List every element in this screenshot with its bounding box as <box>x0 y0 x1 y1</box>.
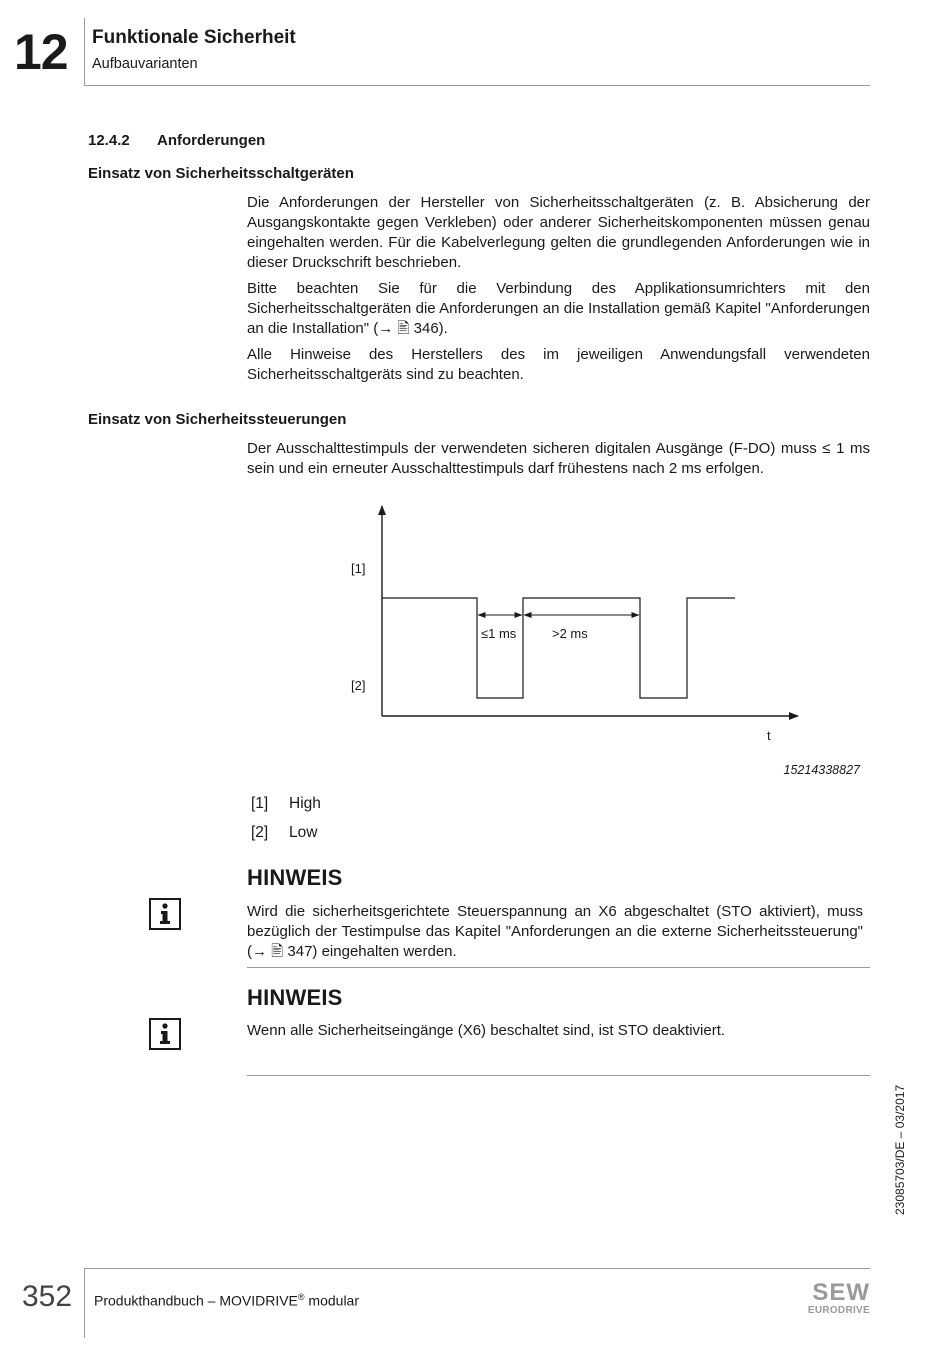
pulse-width-label: ≤1 ms <box>481 626 517 641</box>
header-divider-vertical <box>84 18 85 86</box>
signal-trace <box>382 598 735 698</box>
section-title: Anforderungen <box>157 132 266 149</box>
footer-title-main: Produkthandbuch – MOVIDRIVE <box>94 1292 298 1309</box>
test-pulse-diagram <box>340 500 810 750</box>
legend-key: [1] <box>251 795 269 812</box>
chapter-number: 12 <box>14 24 68 80</box>
legend-item-1 <box>251 795 321 813</box>
legend-value: High <box>289 795 321 812</box>
footer-title-suffix: modular <box>304 1292 359 1309</box>
section-number: 12.4.2 <box>88 132 130 149</box>
logo-bottom: EURODRIVE <box>807 1305 870 1316</box>
page-number: 352 <box>22 1280 73 1313</box>
note-1-title: HINWEIS <box>247 865 343 890</box>
figure-id: 15214338827 <box>783 763 860 777</box>
chapter-title: Funktionale Sicherheit <box>92 27 296 48</box>
note-1-text: Wird die sicherheitsgerichtete Steuerspannung an X6 abgeschaltet (STO aktiviert), muss bezüglich der Testimpulse das Kapitel "Anforderungen an die externe Sicherheitssteuerung" (→ 🖹 347) eingehalten werden. <box>247 903 863 960</box>
note-2-divider <box>247 1075 870 1076</box>
legend-item-2 <box>251 824 317 842</box>
footer-title <box>94 1292 359 1309</box>
sub1-paragraph-1: Die Anforderungen der Hersteller von Sicherheitsschaltgeräten (z. B. Absicherung der Ausgangskontakte gegen Verkleben) oder anderer Sicherheitskomponenten müssen genau eingehalten werden. Für die Kabelverlegung gelten die grundlegenden Anforderungen wie in dieser Druckschrift beschrieben. <box>247 194 870 271</box>
note-1-divider <box>247 967 870 968</box>
sub1-paragraph-3: Alle Hinweise des Herstellers des im jeweiligen Anwendungsfall verwendeten Sicherheitsschaltgeräts sind zu beachten. <box>247 346 870 383</box>
time-axis-label: t <box>767 728 771 743</box>
sub1-paragraph-2: Bitte beachten Sie für die Verbindung des Applikationsumrichters mit den Sicherheitsschaltgeräten die Anforderungen an die Installation gemäß Kapitel "Anforderungen an die Installation" (→ 🖹 346). <box>247 280 870 337</box>
document-code: 23085703/DE – 03/2017 <box>893 1084 907 1215</box>
info-icon <box>149 898 181 930</box>
info-icon <box>149 1018 181 1050</box>
logo-top: SEW <box>812 1279 870 1306</box>
note-2-text: Wenn alle Sicherheitseingänge (X6) beschaltet sind, ist STO deaktiviert. <box>247 1022 726 1039</box>
label-low: [2] <box>351 678 366 693</box>
chapter-subtitle: Aufbauvarianten <box>92 56 198 72</box>
subheading-sicherheitsschaltgeraete: Einsatz von Sicherheitsschaltgeräten <box>88 165 354 182</box>
note-2-title: HINWEIS <box>247 985 343 1010</box>
sub2-paragraph: Der Ausschalttestimpuls der verwendeten sicheren digitalen Ausgänge (F-DO) muss ≤ 1 ms sein und ein erneuter Ausschalttestimpuls darf frühestens nach 2 ms erfolgen. <box>247 440 870 477</box>
footer-divider-vertical <box>84 1268 85 1338</box>
subheading-sicherheitssteuerungen: Einsatz von Sicherheitssteuerungen <box>88 411 347 428</box>
registered-mark: ® <box>297 1292 305 1302</box>
label-high: [1] <box>351 561 366 576</box>
sub2-body <box>247 439 870 485</box>
sew-eurodrive-logo <box>800 1281 870 1316</box>
legend-value: Low <box>289 824 318 841</box>
legend-key: [2] <box>251 824 269 841</box>
sub1-body <box>247 193 870 391</box>
footer-divider-horizontal <box>84 1268 870 1269</box>
gap-width-label: >2 ms <box>552 626 588 641</box>
header-divider-horizontal <box>84 85 870 86</box>
